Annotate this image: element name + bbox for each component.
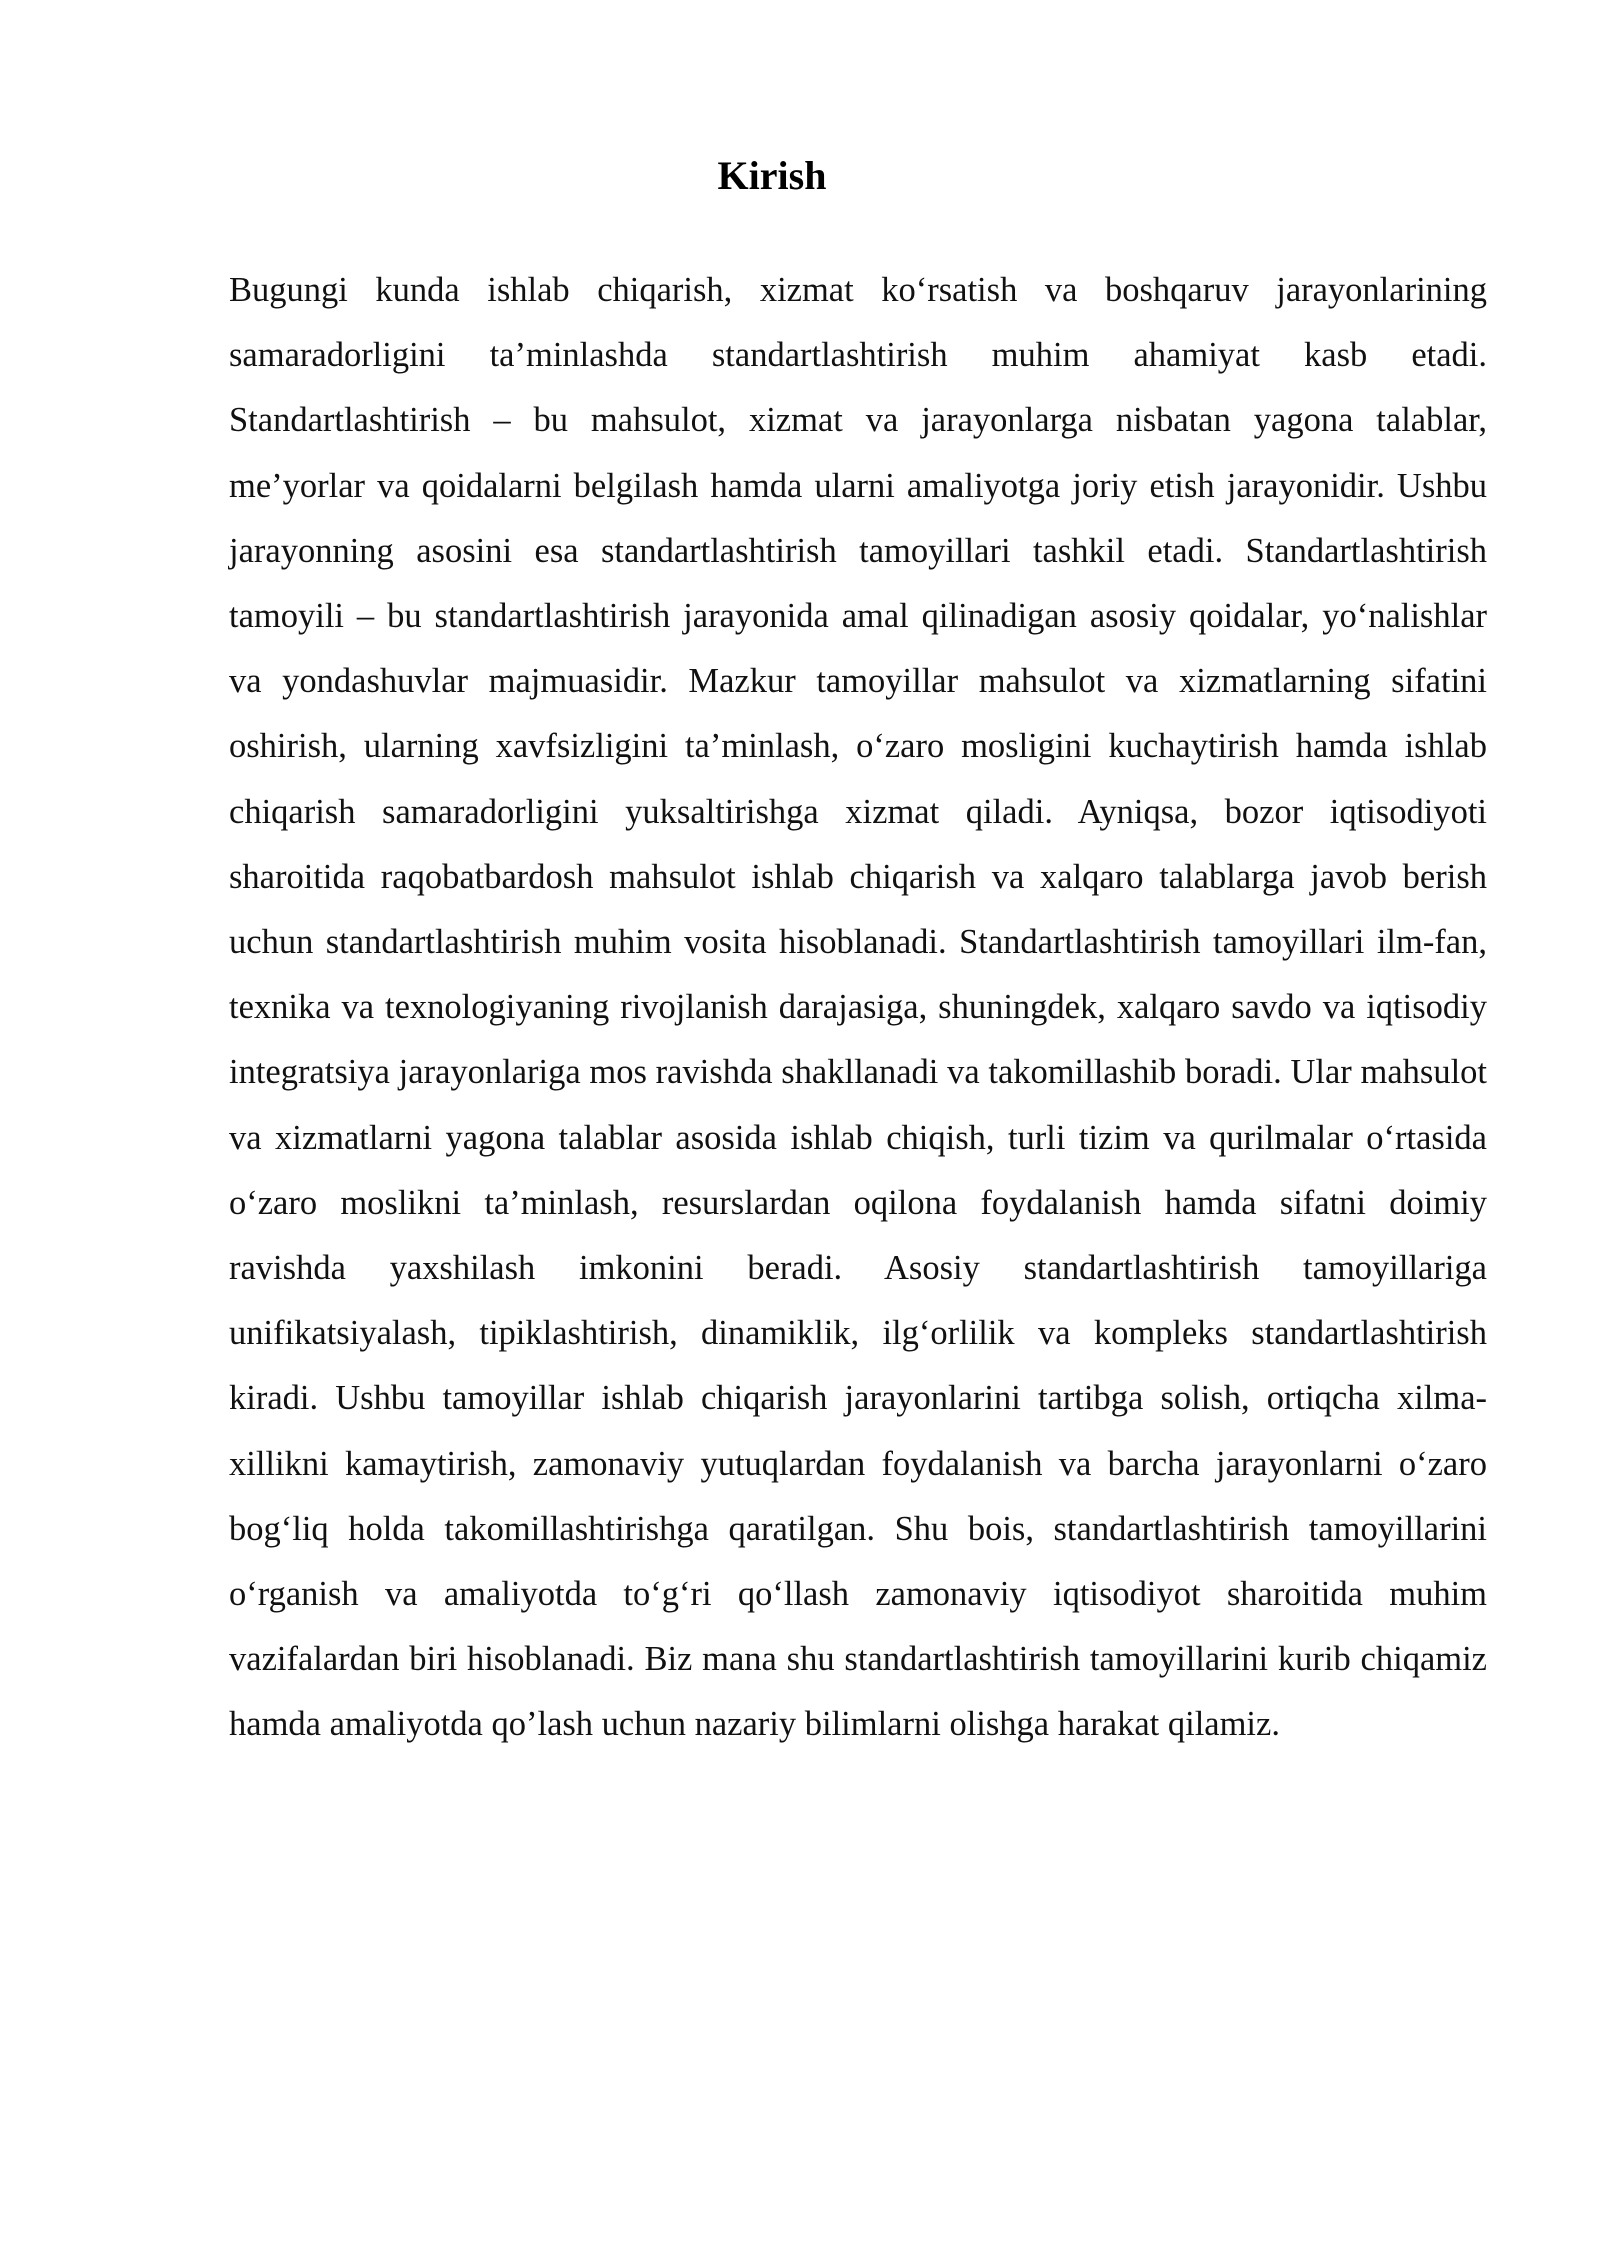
page-title: Kirish (717, 153, 827, 198)
body-paragraph: Bugungi kunda ishlab chiqarish, xizmat ko‘rsatish va boshqaruv jarayonlarining samaradorligini ta’minlashda standartlashtirish muhim ahamiyat kasb etadi. Standartlashtirish – bu mahsulot, xizmat va jarayonlarga nisbatan yagona talablar, me’yorlar va qoidalarni belgilash hamda ularni amaliyotga joriy etish jarayonidir. Ushbu jarayonning asosini esa standartlashtirish tamoyillari tashkil etadi. Standartlashtirish tamoyili – bu standartlashtirish jarayonida amal qilinadigan asosiy qoidalar, yo‘nalishlar va yondashuvlar majmuasidir. Mazkur tamoyillar mahsulot va xizmatlarning sifatini oshirish, ularning xavfsizligini ta’minlash, o‘zaro mosligini kuchaytirish hamda ishlab chiqarish samaradorligini yuksaltirishga xizmat qiladi. Ayniqsa, bozor iqtisodiyoti sharoitida raqobatbardosh mahsulot ishlab chiqarish va xalqaro talablarga javob berish uchun standartlashtirish muhim vosita hisoblanadi. Standartlashtirish tamoyillari ilm-fan, texnika va texnologiyaning rivojlanish darajasiga, shuningdek, xalqaro savdo va iqtisodiy integratsiya jarayonlariga mos ravishda shakllanadi va takomillashib boradi. Ular mahsulot va xizmatlarni yagona talablar asosida ishlab chiqish, turli tizim va qurilmalar o‘rtasida o‘zaro moslikni ta’minlash, resurslardan oqilona foydalanish hamda sifatni doimiy ravishda yaxshilash imkonini beradi. Asosiy standartlashtirish tamoyillariga unifikatsiyalash, tipiklashtirish, dinamiklik, ilg‘orlilik va kompleks standartlashtirish kiradi. Ushbu tamoyillar ishlab chiqarish jarayonlarini tartibga solish, ortiqcha xilma-xillikni kamaytirish, zamonaviy yutuqlardan foydalanish va barcha jarayonlarni o‘zaro bog‘liq holda takomillashtirishga qaratilgan. Shu bois, standartlashtirish tamoyillarini o‘rganish va amaliyotda to‘g‘ri qo‘llash zamonaviy iqtisodiyot sharoitida muhim vazifalardan biri hisoblanadi. Biz mana shu standartlashtirish tamoyillarini kurib chiqamiz hamda amaliyotda qo’lash uchun nazariy bilimlarni olishga harakat qilamiz. (229, 271, 1487, 1744)
